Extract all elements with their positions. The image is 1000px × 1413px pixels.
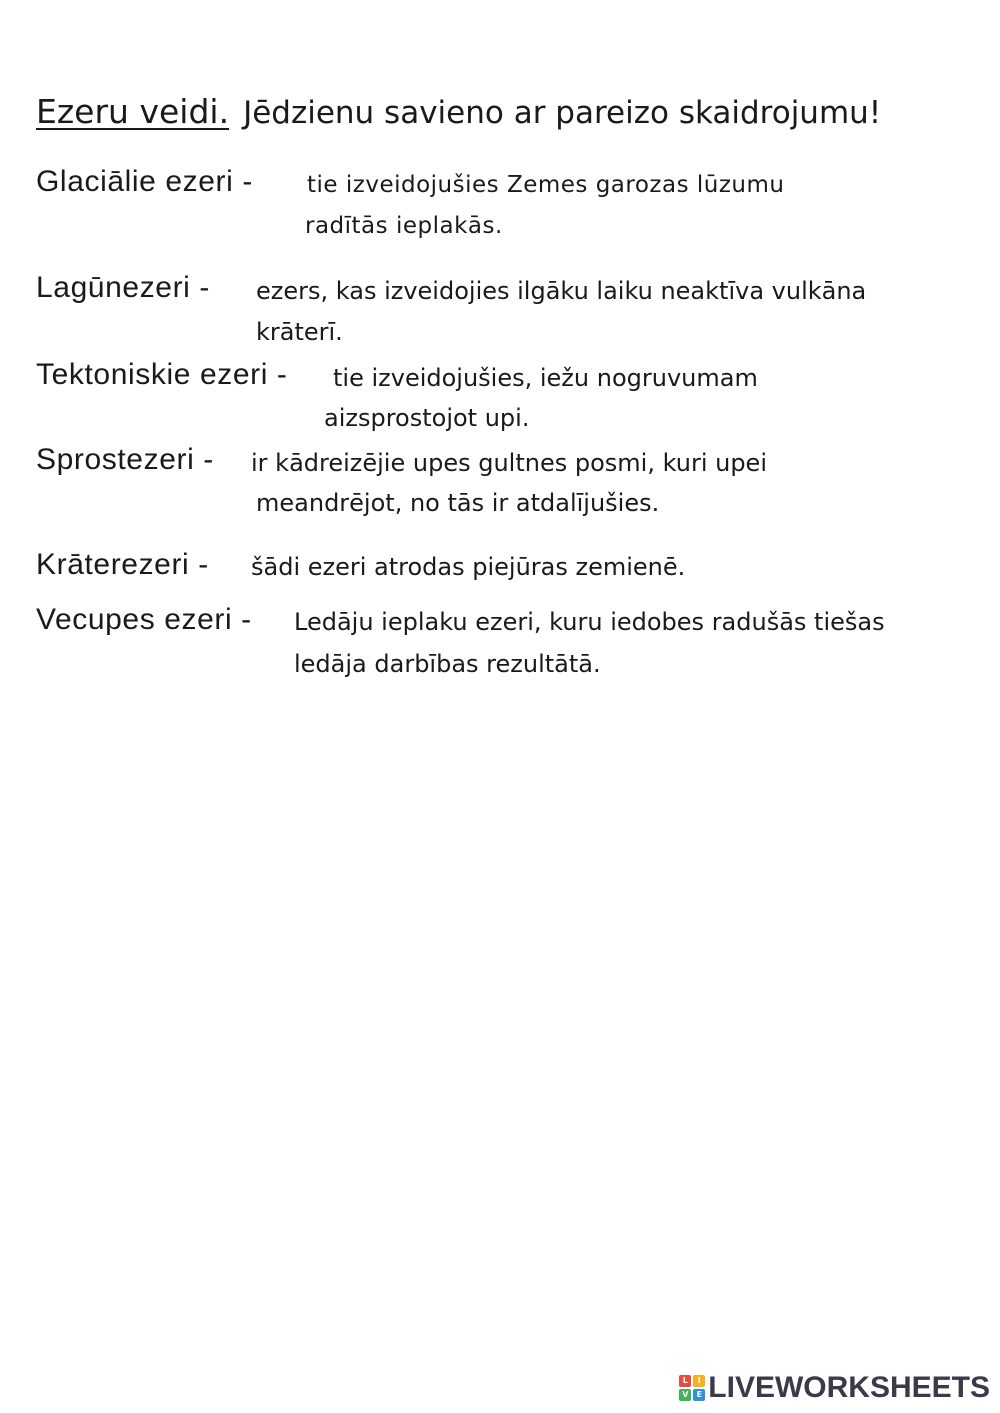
definition-4-line-1[interactable]: ir kādreizējie upes gultnes posmi, kuri upei [251, 449, 767, 477]
liveworksheets-logo-icon [679, 1375, 705, 1401]
definition-4-line-2: meandrējot, no tās ir atdalījušies. [256, 489, 660, 517]
liveworksheets-logo [679, 1371, 990, 1405]
definition-1-line-1[interactable]: tie izveidojušies Zemes garozas lūzumu [307, 172, 785, 198]
logo-tile-i: I [693, 1375, 705, 1387]
logo-tile-l: L [679, 1375, 691, 1387]
definition-2-line-1[interactable]: ezers, kas izveidojies ilgāku laiku neaktīva vulkāna [256, 277, 867, 305]
definition-3-line-2: aizsprostojot upi. [324, 404, 530, 432]
term-glacial[interactable]: Glaciālie ezeri - [36, 165, 253, 198]
title-instruction: Jēdzienu savieno ar pareizo skaidrojumu! [243, 95, 882, 131]
definition-5-line-1[interactable]: šādi ezeri atrodas piejūras zemienē. [251, 553, 686, 581]
liveworksheets-logo-text: LIVEWORKSHEETS [708, 1371, 990, 1404]
term-oxbow[interactable]: Vecupes ezeri - [36, 603, 252, 636]
definition-1-line-2: radītās ieplakās. [305, 213, 503, 239]
worksheet-title [36, 92, 881, 131]
definition-6-line-2: ledāja darbības rezultātā. [294, 650, 601, 678]
term-dam[interactable]: Sprostezeri - [36, 443, 214, 476]
logo-tile-v: V [679, 1389, 691, 1401]
term-lagoon[interactable]: Lagūnezeri - [36, 271, 210, 304]
term-tectonic[interactable]: Tektoniskie ezeri - [36, 358, 288, 391]
definition-2-line-2: krāterī. [256, 318, 343, 346]
definition-3-line-1[interactable]: tie izveidojušies, iežu nogruvumam [333, 364, 758, 392]
title-main: Ezeru veidi. [36, 92, 230, 131]
term-crater[interactable]: Krāterezeri - [36, 548, 209, 581]
logo-tile-e: E [693, 1389, 705, 1401]
definition-6-line-1[interactable]: Ledāju ieplaku ezeri, kuru iedobes radušās tiešas [294, 608, 885, 636]
